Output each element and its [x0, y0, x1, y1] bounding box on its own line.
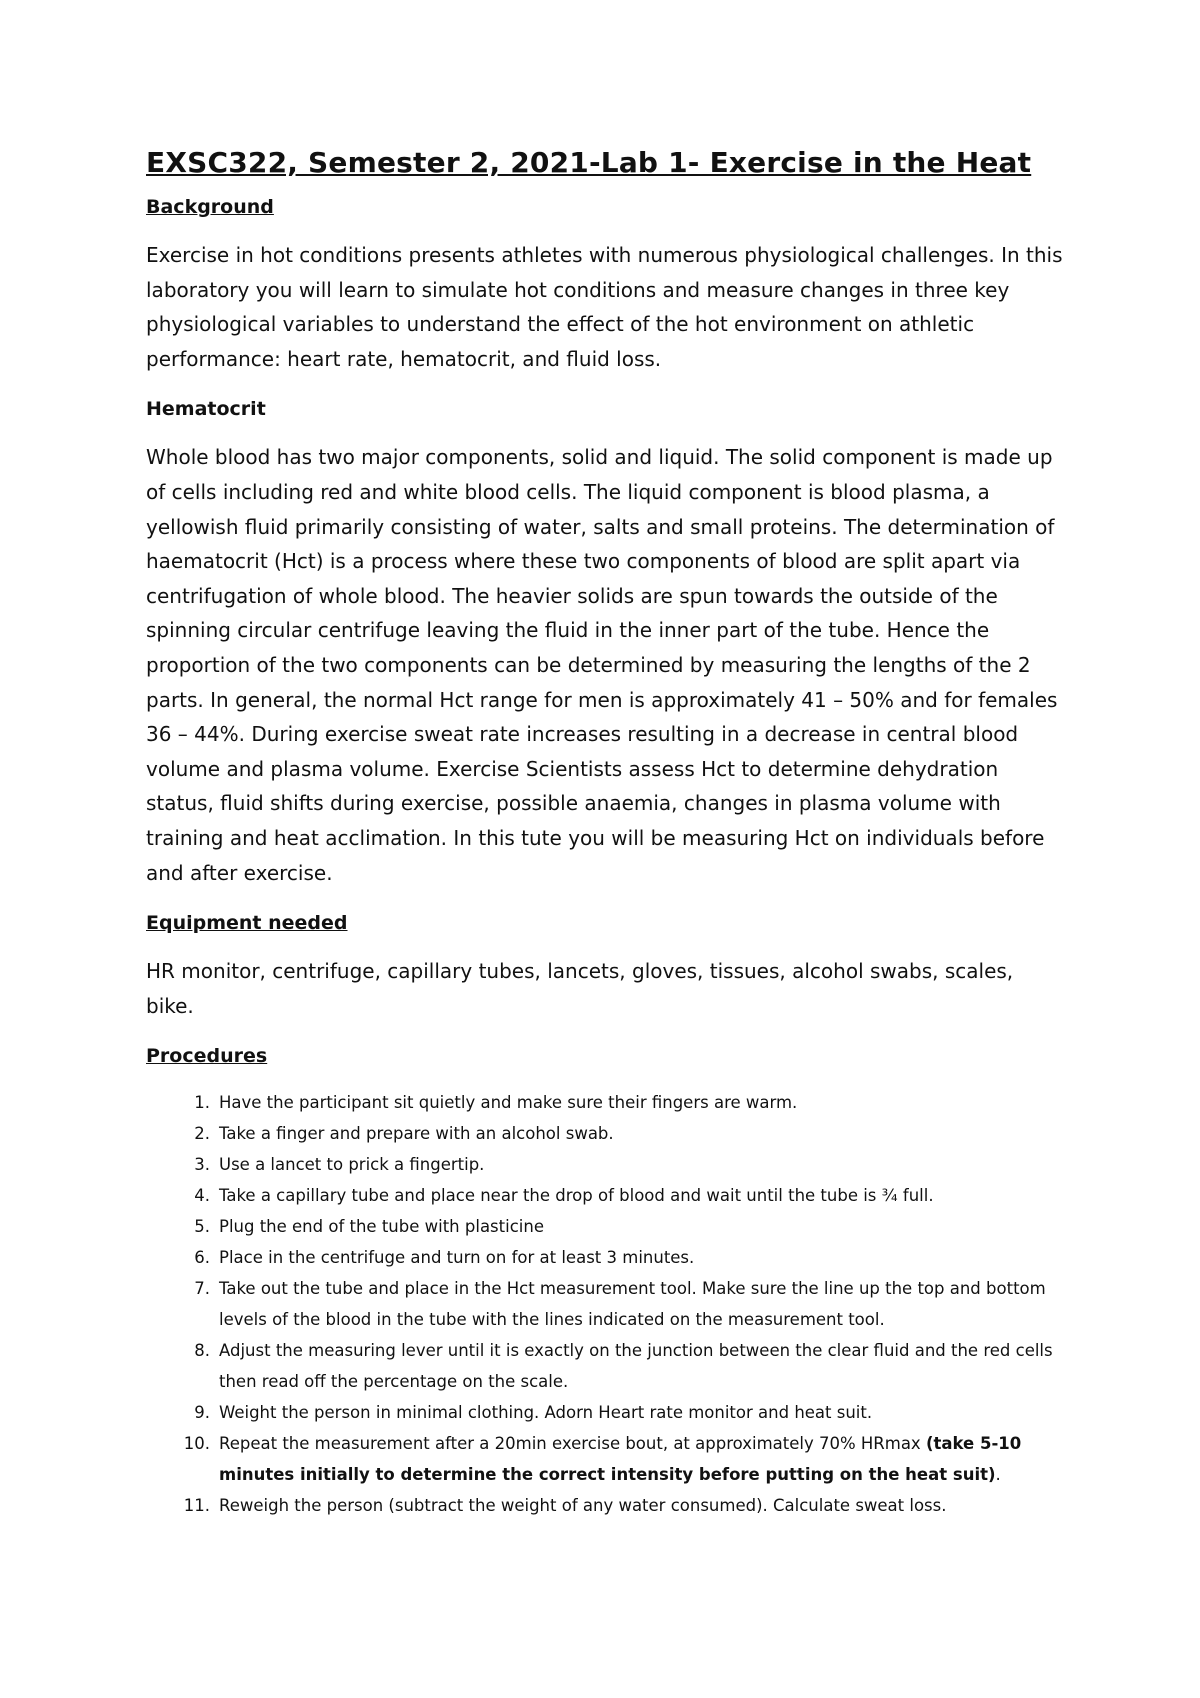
step-number: 5.: [194, 1217, 210, 1237]
step-number: 3.: [194, 1155, 210, 1175]
step-number: 8.: [194, 1341, 210, 1361]
step-number: 2.: [194, 1124, 210, 1144]
background-paragraph: Exercise in hot conditions presents athletes with numerous physiological challenges. In this laboratory you will learn to simulate hot conditions and measure changes in three key physiological variables to understand the effect of the hot environment on athletic performance: heart rate, hematocrit, and fluid loss.: [146, 243, 1063, 371]
procedure-step: [146, 1211, 1066, 1242]
procedures-heading: Procedures: [146, 1045, 268, 1068]
procedure-step: [146, 1335, 1066, 1397]
procedure-step: [146, 1428, 1066, 1490]
equipment-paragraph: HR monitor, centrifuge, capillary tubes, lancets, gloves, tissues, alcohol swabs, scales, bike.: [146, 959, 1014, 1018]
step-text-end: .: [995, 1465, 1001, 1485]
procedure-step: [146, 1273, 1066, 1335]
step-text: Adjust the measuring lever until it is exactly on the junction between the clear fluid and the red cells then read off the percentage on the scale.: [219, 1341, 1053, 1392]
hematocrit-paragraph: Whole blood has two major components, solid and liquid. The solid component is made up of cells including red and white blood cells. The liquid component is blood plasma, a yellowish fluid primarily consisting of water, salts and small proteins. The determination of haematocrit (Hct) is a process where these two components of blood are split apart via centrifugation of whole blood. The heavier solids are spun towards the outside of the spinning circular centrifuge leaving the fluid in the inner part of the tube. Hence the proportion of the two components can be determined by measuring the lengths of the 2 parts. In general, the normal Hct range for men is approximately 41 – 50% and for females 36 – 44%. During exercise sweat rate increases resulting in a decrease in central blood volume and plasma volume. Exercise Scientists assess Hct to determine dehydration status, fluid shifts during exercise, possible anaemia, changes in plasma volume with training and heat acclimation. In this tute you will be measuring Hct on individuals before and after exercise.: [146, 445, 1058, 885]
procedure-step: [146, 1149, 1066, 1180]
step-text: Take out the tube and place in the Hct measurement tool. Make sure the line up the top and bottom levels of the blood in the tube with the lines indicated on the measurement tool.: [219, 1279, 1046, 1330]
step-text: Use a lancet to prick a fingertip.: [219, 1155, 485, 1175]
step-number: 11.: [183, 1496, 210, 1516]
step-text: Reweigh the person (subtract the weight of any water consumed). Calculate sweat loss.: [219, 1496, 947, 1516]
procedure-step: [146, 1180, 1066, 1211]
step-text: Place in the centrifuge and turn on for at least 3 minutes.: [219, 1248, 695, 1268]
step-number: 1.: [194, 1093, 210, 1113]
procedure-step: [146, 1118, 1066, 1149]
step-text: Weight the person in minimal clothing. Adorn Heart rate monitor and heat suit.: [219, 1403, 873, 1423]
step-text: Have the participant sit quietly and make sure their fingers are warm.: [219, 1093, 798, 1113]
step-bold-note: (take 5-10 minutes initially to determine the correct intensity before putting on the heat suit): [219, 1434, 1022, 1485]
step-number: 6.: [194, 1248, 210, 1268]
background-heading: Background: [146, 196, 274, 218]
step-number: 7.: [194, 1279, 210, 1299]
step-text: Take a capillary tube and place near the drop of blood and wait until the tube is ¾ full.: [219, 1186, 934, 1206]
step-number: 10.: [183, 1434, 210, 1454]
equipment-heading: Equipment needed: [146, 912, 348, 935]
step-text: Plug the end of the tube with plasticine: [219, 1217, 544, 1237]
document-title: EXSC322, Semester 2, 2021-Lab 1- Exercise in the Heat: [146, 146, 1032, 179]
procedure-step: [146, 1242, 1066, 1273]
procedures-list: [146, 1087, 1066, 1521]
procedure-step: [146, 1490, 1066, 1521]
procedure-step: [146, 1087, 1066, 1118]
document-body: [146, 146, 1066, 1521]
step-number: 4.: [194, 1186, 210, 1206]
procedure-step: [146, 1397, 1066, 1428]
step-number: 9.: [194, 1403, 210, 1423]
hematocrit-heading: Hematocrit: [146, 398, 266, 421]
step-text: Take a finger and prepare with an alcohol swab.: [219, 1124, 614, 1144]
step-text: Repeat the measurement after a 20min exercise bout, at approximately 70% HRmax: [219, 1434, 926, 1454]
